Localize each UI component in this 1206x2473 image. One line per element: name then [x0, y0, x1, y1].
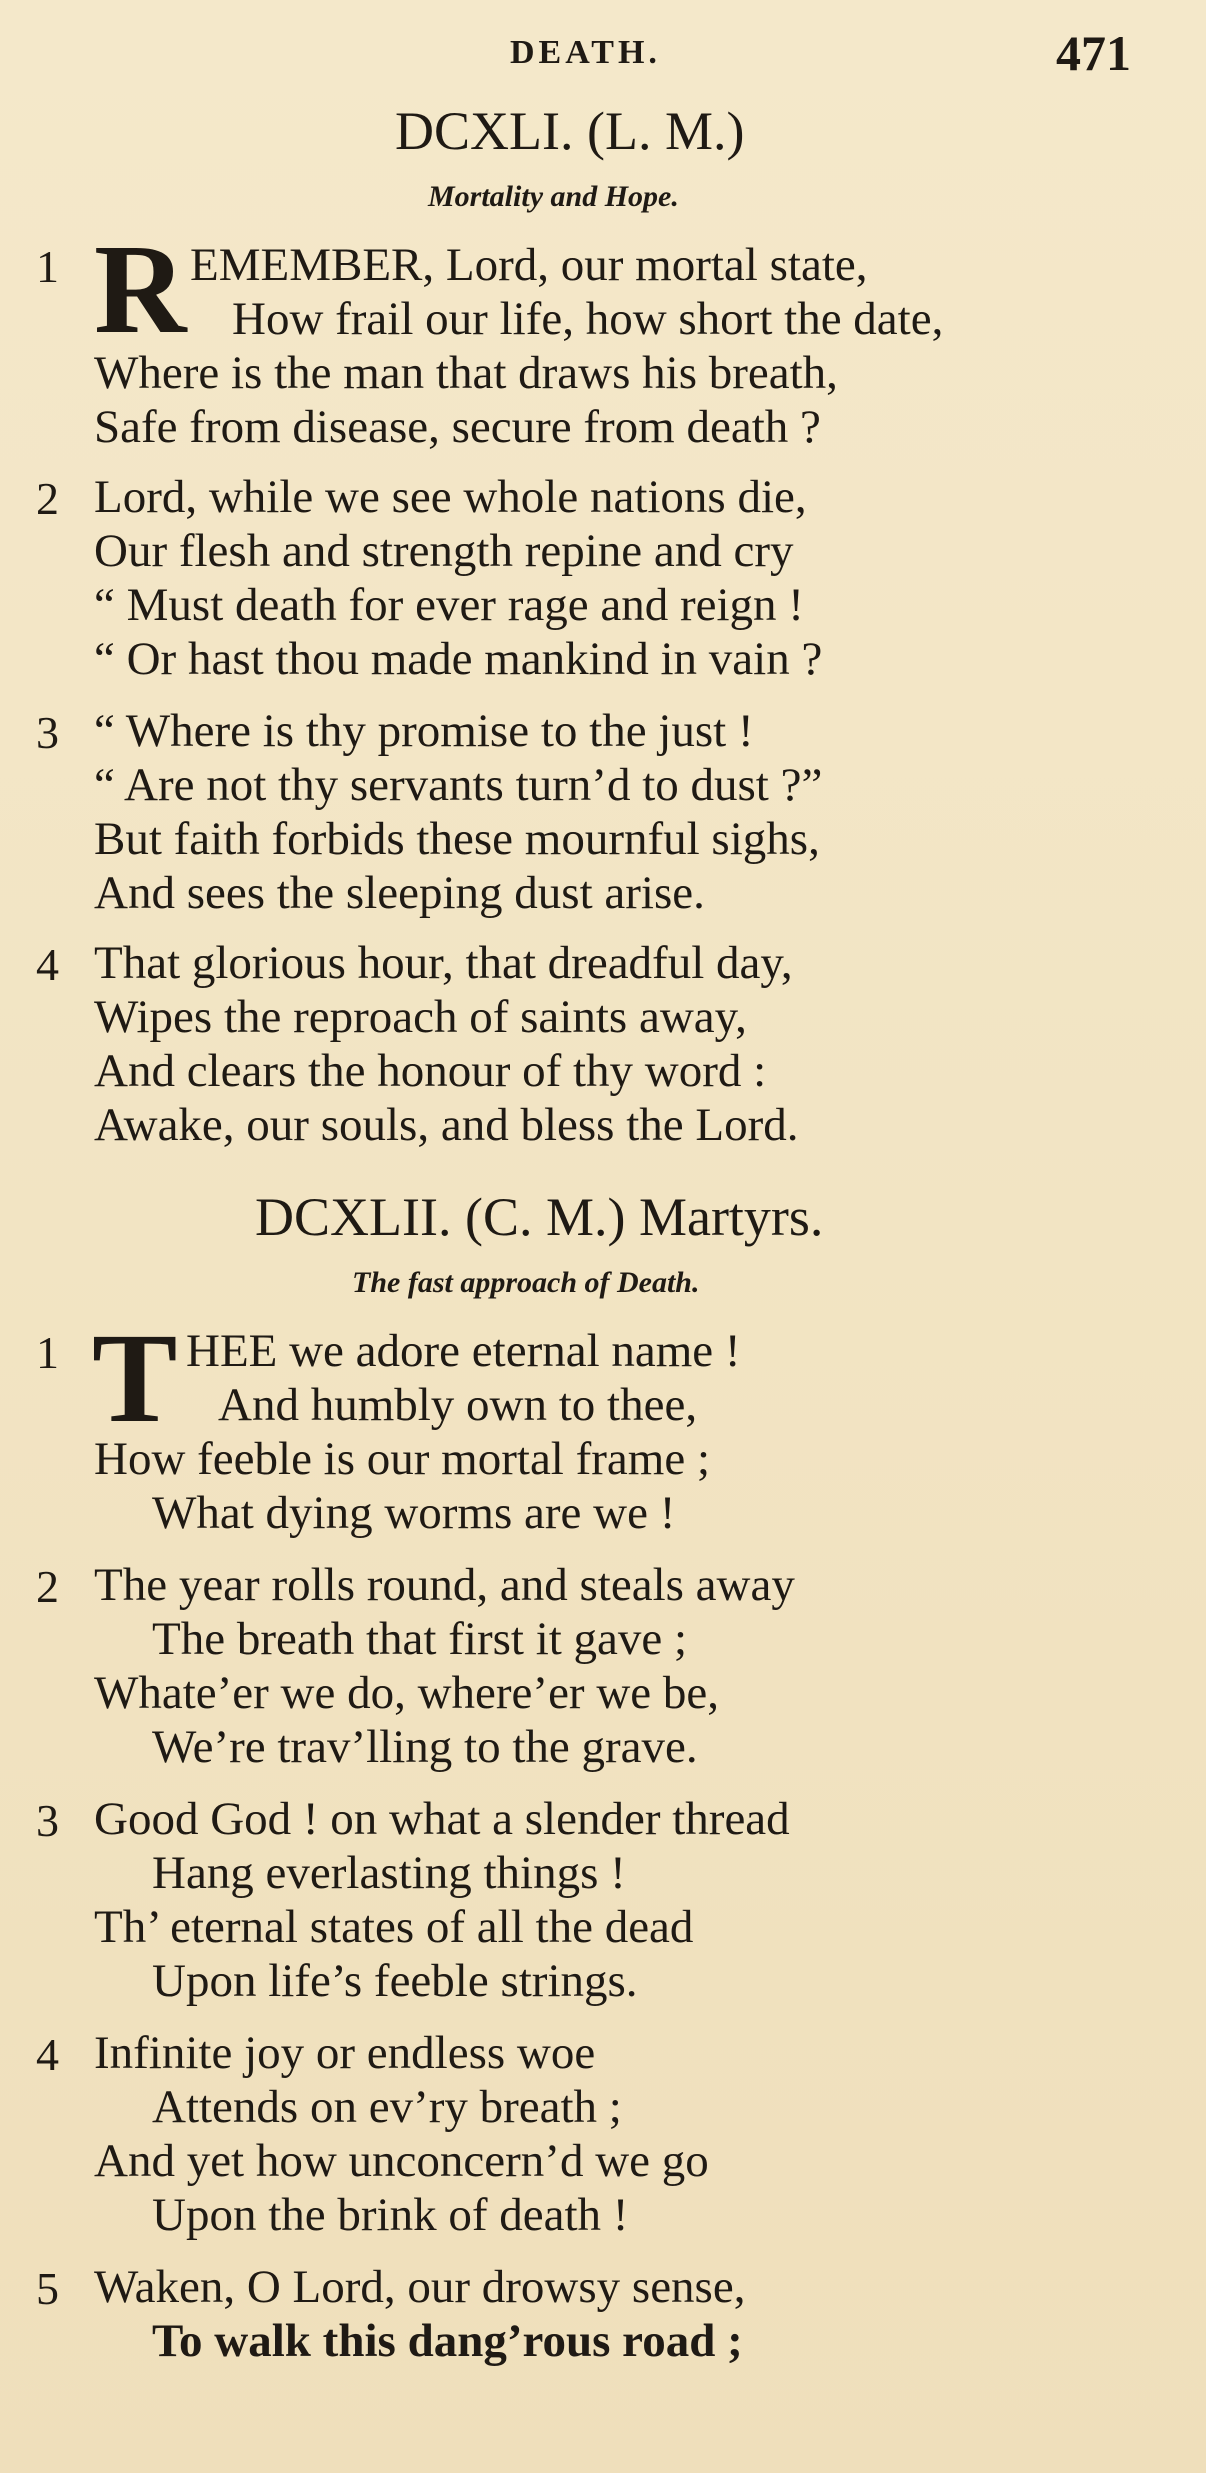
verse-line: “ Must death for ever rage and reign !: [94, 579, 804, 631]
verse-line: That glorious hour, that dreadful day,: [94, 937, 793, 989]
verse-line: And sees the sleeping dust arise.: [94, 867, 705, 919]
verse-line: Wipes the reproach of saints away,: [94, 991, 747, 1043]
verse-line: Attends on ev’ry breath ;: [152, 2081, 622, 2133]
verse-line: Infinite joy or endless woe: [94, 2027, 596, 2079]
stanza-number: 2: [36, 473, 59, 524]
verse-line: How feeble is our mortal frame ;: [94, 1433, 711, 1485]
hymn-subtitle: The fast approach of Death.: [352, 1266, 700, 1299]
stanza-number: 3: [36, 1795, 59, 1846]
verse-line: Lord, while we see whole nations die,: [94, 471, 807, 523]
verse-line: And clears the honour of thy word :: [94, 1045, 767, 1097]
verse-line: Hang everlasting things !: [152, 1847, 626, 1899]
verse-line: EMEMBER, Lord, our mortal state,: [190, 239, 868, 291]
verse-line: The breath that first it gave ;: [152, 1613, 688, 1665]
verse-line: “ Where is thy promise to the just !: [94, 705, 754, 757]
stanza-number: 1: [36, 241, 59, 292]
verse-line: And yet how unconcern’d we go: [94, 2135, 709, 2187]
verse-line: Waken, O Lord, our drowsy sense,: [94, 2261, 746, 2313]
verse-line: “ Are not thy servants turn’d to dust ?”: [94, 759, 823, 811]
hymn-subtitle: Mortality and Hope.: [428, 180, 679, 213]
verse-line: Where is the man that draws his breath,: [94, 347, 838, 399]
hymn-title: DCXLI. (L. M.): [395, 101, 745, 161]
verse-line: Whate’er we do, where’er we be,: [94, 1667, 719, 1719]
stanza-number: 4: [36, 2029, 59, 2080]
verse-line: Safe from disease, secure from death ?: [94, 401, 821, 453]
verse-line: The year rolls round, and steals away: [94, 1559, 795, 1611]
stanza-number: 5: [36, 2263, 59, 2314]
verse-line: HEE we adore eternal name !: [186, 1325, 741, 1377]
stanza-number: 1: [36, 1327, 59, 1378]
running-title: DEATH.: [510, 34, 661, 71]
verse-line: And humbly own to thee,: [218, 1379, 698, 1431]
stanza-number: 3: [36, 707, 59, 758]
verse-line: Upon the brink of death !: [152, 2189, 629, 2241]
verse-line: Th’ eternal states of all the dead: [94, 1901, 694, 1953]
verse-line: Awake, our souls, and bless the Lord.: [94, 1099, 799, 1151]
verse-line: Good God ! on what a slender thread: [94, 1793, 790, 1845]
verse-line: How frail our life, how short the date,: [232, 293, 944, 345]
verse-line: “ Or hast thou made mankind in vain ?: [94, 633, 823, 685]
verse-line: Upon life’s feeble strings.: [152, 1955, 638, 2007]
page-number: 471: [1056, 25, 1131, 81]
drop-cap: R: [94, 218, 187, 360]
drop-cap: T: [92, 1307, 178, 1449]
verse-line: To walk this dang’rous road ;: [152, 2315, 743, 2367]
running-head: [0, 24, 1206, 84]
verse-line: We’re trav’lling to the grave.: [152, 1721, 698, 1773]
verse-line: But faith forbids these mournful sighs,: [94, 813, 820, 865]
verse-line: Our flesh and strength repine and cry: [94, 525, 794, 577]
stanza-number: 2: [36, 1561, 59, 1612]
hymn-title: DCXLII. (C. M.) Martyrs.: [255, 1187, 824, 1247]
verse-line: What dying worms are we !: [152, 1487, 676, 1539]
stanza-number: 4: [36, 939, 59, 990]
